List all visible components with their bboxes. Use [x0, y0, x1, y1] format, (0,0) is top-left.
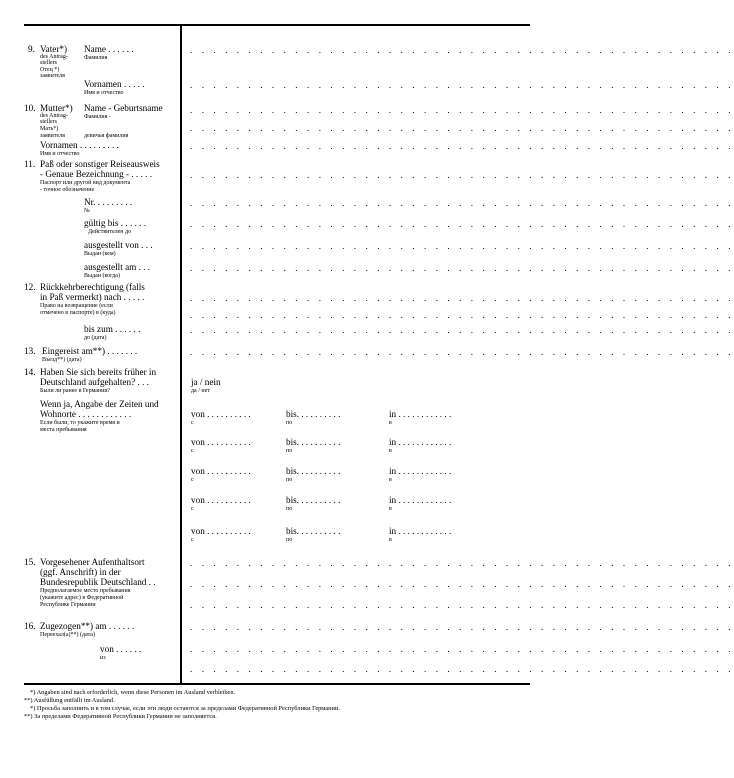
mother-vorname-field[interactable]: . . . . . . . . . . . . . . . . . . . . . . . . . . . . . . . . . . . . . . . . . . . . . . . — [190, 141, 734, 151]
field-label-ru: до (дата) — [84, 335, 107, 341]
column-divider — [180, 24, 182, 684]
stay-to-field[interactable]: bis. . . . . . . . . . — [286, 526, 341, 536]
field-label: (ggf. Anschrift) in der — [40, 567, 121, 577]
return-until-label: bis zum . . . . . . — [84, 324, 141, 334]
field-label: Rückkehrberechtigung (falls — [40, 282, 145, 292]
passport-valid-field[interactable]: . . . . . . . . . . . . . . . . . . . . . . . . . . . . . . . . . . . . . . . . . . . . . . . — [190, 219, 734, 229]
passport-issued-label: ausgestellt am . . . — [84, 262, 151, 272]
passport-type-field[interactable]: . . . . . . . . . . . . . . . . . . . . . . . . . . . . . . . . . . . . . . . . . . . . . . . — [190, 170, 734, 180]
field-label-ru: Выдан (кем) — [84, 251, 116, 257]
return-until-field[interactable]: . . . . . . . . . . . . . . . . . . . . . . . . . . . . . . . . . . . . . . . . . . . . . . . — [190, 325, 734, 335]
field-label-ru: в — [389, 448, 392, 454]
yes-no-option[interactable]: ja / nein — [191, 377, 221, 387]
section-number: 13. — [24, 346, 36, 356]
field-label-ru: в — [389, 506, 392, 512]
field-label-ru: Мать*) — [40, 126, 59, 132]
field-label-ru: Фамилия — [84, 55, 108, 61]
father-vorname-label: Vornamen . . . . . — [84, 79, 145, 89]
stay-to-field[interactable]: bis. . . . . . . . . . — [286, 466, 341, 476]
field-label-ru: в — [389, 537, 392, 543]
mother-vorname-label: Vornamen . . . . . . . . . — [40, 140, 119, 150]
field-label-ru: Предполагаемое место пребывания — [40, 588, 131, 594]
field-label-ru: № — [84, 208, 90, 214]
moved-from-field-2[interactable]: . . . . . . . . . . . . . . . . . . . . . . . . . . . . . . . . . . . . . . . . . . . . . . . — [190, 664, 734, 674]
field-label-ru: с — [191, 448, 194, 454]
field-label-ru: Имя и отчество — [40, 151, 80, 157]
section-number: 15. — [24, 557, 36, 567]
moved-date-field[interactable]: . . . . . . . . . . . . . . . . . . . . . . . . . . . . . . . . . . . . . . . . . . . . . . . — [190, 622, 734, 632]
field-label-ru: по — [286, 537, 293, 543]
field-label-ru: в — [389, 420, 392, 426]
passport-nr-field[interactable]: . . . . . . . . . . . . . . . . . . . . . . . . . . . . . . . . . . . . . . . . . . . . . . . — [190, 198, 734, 208]
return-destination-field[interactable]: . . . . . . . . . . . . . . . . . . . . . . . . . . . . . . . . . . . . . . . . . . . . . . . — [190, 293, 734, 303]
passport-nr-label: Nr. . . . . . . . . — [84, 197, 133, 207]
stay-place-field[interactable]: in . . . . . . . . . . . . — [389, 437, 452, 447]
field-label: Paß oder sonstiger Reiseausweis — [40, 159, 160, 169]
passport-issuer-label: ausgestellt von . . . — [84, 240, 153, 250]
field-label-ru: Отец *) — [40, 67, 60, 73]
field-label-ru: Имя и отчество — [84, 90, 124, 96]
section-number: 9. — [28, 44, 35, 54]
field-label-ru: по — [286, 506, 293, 512]
stay-place-field[interactable]: in . . . . . . . . . . . . — [389, 409, 452, 419]
passport-issued-field[interactable]: . . . . . . . . . . . . . . . . . . . . . . . . . . . . . . . . . . . . . . . . . . . . . . . — [190, 263, 734, 273]
stay-place-field[interactable]: in . . . . . . . . . . . . — [389, 466, 452, 476]
footnote: **) За пределами Федеративной Республики Германии не заполняется. — [24, 713, 217, 720]
field-label-ru: - точное обозначение — [40, 187, 95, 193]
field-label-ru: Действителен до — [88, 229, 132, 235]
field-label-ru: Если были, то укажите время и — [40, 420, 120, 426]
bottom-rule — [24, 683, 530, 685]
field-label-ru: Фамилия - — [84, 114, 111, 120]
father-name-label: Name . . . . . . — [84, 44, 134, 54]
field-label-ru: Паспорт или другой вид документа — [40, 180, 131, 186]
field-label: Zugezogen**) am . . . . . . — [40, 621, 135, 631]
field-label-ru: с — [191, 537, 194, 543]
stay-place-field[interactable]: in . . . . . . . . . . . . — [389, 495, 452, 505]
field-label: Deutschland aufgehalten? . . . — [40, 377, 149, 387]
moved-from-label: von . . . . . . — [100, 644, 142, 654]
field-label-ru: отмечено в паспорте) в (куда) — [40, 310, 116, 316]
field-label: Bundesrepublik Deutschland . . — [40, 577, 156, 587]
field-label-ru: по — [286, 477, 293, 483]
footnote: *) Angaben sind nach erforderlich, wenn diese Personen im Ausland verbleiben. — [30, 689, 236, 696]
passport-valid-label: gültig bis . . . . . . — [84, 218, 147, 228]
field-label: - Genaue Bezeichnung - . . . . . — [40, 169, 152, 179]
field-label-ru: Выдан (когда) — [84, 273, 120, 279]
field-label-ru: из — [100, 655, 106, 661]
residence-field-2[interactable]: . . . . . . . . . . . . . . . . . . . . . . . . . . . . . . . . . . . . . . . . . . . . . . . — [190, 579, 734, 589]
entry-date-field[interactable]: . . . . . . . . . . . . . . . . . . . . . . . . . . . . . . . . . . . . . . . . . . . . . . . — [190, 347, 734, 357]
field-label-ru: Переехал(а)**) (дата) — [40, 632, 95, 638]
field-label-ru: да / нет — [191, 388, 210, 394]
stay-to-field[interactable]: bis. . . . . . . . . . — [286, 437, 341, 447]
field-label: Mutter*) — [40, 103, 73, 113]
footnote: **) Ausfüllung entfällt im Ausland. — [24, 697, 115, 704]
mother-name-field[interactable]: . . . . . . . . . . . . . . . . . . . . . . . . . . . . . . . . . . . . . . . . . . . . . . . — [190, 105, 734, 115]
field-label-ru: по — [286, 420, 293, 426]
stay-place-field[interactable]: in . . . . . . . . . . . . — [389, 526, 452, 536]
field-label-ru: в — [389, 477, 392, 483]
section-number: 10. — [24, 103, 36, 113]
field-label-ru: заявителя — [40, 133, 65, 139]
section-number: 14. — [24, 367, 36, 377]
stay-from-field[interactable]: von . . . . . . . . . . — [191, 437, 251, 447]
passport-issuer-field[interactable]: . . . . . . . . . . . . . . . . . . . . . . . . . . . . . . . . . . . . . . . . . . . . . . . — [190, 241, 734, 251]
stay-from-field[interactable]: von . . . . . . . . . . — [191, 466, 251, 476]
top-rule — [24, 24, 530, 26]
father-vorname-field[interactable]: . . . . . . . . . . . . . . . . . . . . . . . . . . . . . . . . . . . . . . . . . . . . . . . — [190, 80, 734, 90]
field-label-ru: девичья фамилия — [84, 133, 129, 139]
field-label-ru: с — [191, 477, 194, 483]
field-label: Vater*) — [40, 44, 68, 54]
section-number: 12. — [24, 282, 36, 292]
mother-name-label: Name - Geburtsname — [84, 103, 163, 113]
return-destination-field-2[interactable]: . . . . . . . . . . . . . . . . . . . . . . . . . . . . . . . . . . . . . . . . . . . . . . . — [190, 310, 734, 320]
field-label: Vorgesehener Aufenthaltsort — [40, 557, 145, 567]
field-label: Eingereist am**) . . . . . . . — [42, 346, 138, 356]
stay-from-field[interactable]: von . . . . . . . . . . — [191, 409, 251, 419]
field-label-ru: (укажите адрес) в Федеративной — [40, 595, 124, 601]
section-number: 16. — [24, 621, 36, 631]
field-label: Wohnorte . . . . . . . . . . . . — [40, 409, 132, 419]
field-sublabel: stellers — [40, 60, 57, 66]
field-label: Haben Sie sich bereits früher in — [40, 367, 157, 377]
field-label-ru: по — [286, 448, 293, 454]
footnote: *) Просьба заполнить и в том случае, если эти люди остаются за пределами Федеративной Республики Германии. — [30, 705, 340, 712]
father-name-field[interactable]: . . . . . . . . . . . . . . . . . . . . . . . . . . . . . . . . . . . . . . . . . . . . . . . — [190, 45, 734, 55]
stay-to-field[interactable]: bis. . . . . . . . . . — [286, 495, 341, 505]
field-label: Wenn ja, Angabe der Zeiten und — [40, 399, 159, 409]
field-label-ru: заявителя — [40, 73, 65, 79]
field-label-ru: Были ли ранее в Германии? — [40, 388, 111, 394]
moved-from-field[interactable]: . . . . . . . . . . . . . . . . . . . . . . . . . . . . . . . . . . . . . . . . . . . . . . . — [190, 644, 734, 654]
field-sublabel: stellers — [40, 119, 57, 125]
field-label: in Paß vermerkt) nach . . . . . — [40, 292, 145, 302]
section-number: 11. — [24, 159, 36, 169]
field-sublabel: des Antrag- — [40, 54, 68, 60]
residence-field[interactable]: . . . . . . . . . . . . . . . . . . . . . . . . . . . . . . . . . . . . . . . . . . . . . . . — [190, 558, 734, 568]
field-label-ru: Въезд**) (дата) — [42, 357, 82, 363]
field-sublabel: des Antrag- — [40, 113, 68, 119]
residence-field-3[interactable]: . . . . . . . . . . . . . . . . . . . . . . . . . . . . . . . . . . . . . . . . . . . . . . . — [190, 600, 734, 610]
field-label-ru: с — [191, 506, 194, 512]
stay-to-field[interactable]: bis. . . . . . . . . . — [286, 409, 341, 419]
mother-name-field-2[interactable]: . . . . . . . . . . . . . . . . . . . . . . . . . . . . . . . . . . . . . . . . . . . . . . . — [190, 123, 734, 133]
field-label-ru: с — [191, 420, 194, 426]
field-label-ru: Право на возвращение (если — [40, 303, 113, 309]
stay-from-field[interactable]: von . . . . . . . . . . — [191, 526, 251, 536]
stay-from-field[interactable]: von . . . . . . . . . . — [191, 495, 251, 505]
field-label-ru: места пребывания — [40, 427, 87, 433]
field-label-ru: Республике Германии — [40, 602, 96, 608]
